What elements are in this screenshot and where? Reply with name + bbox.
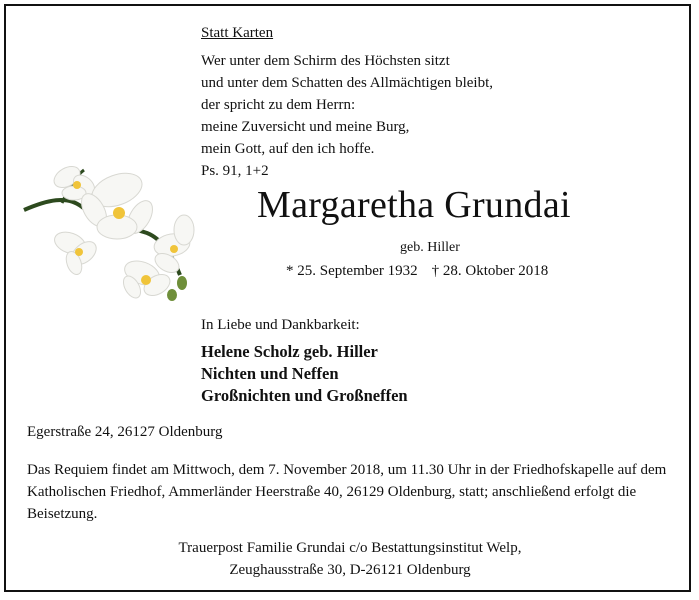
family-address: Egerstraße 24, 26127 Oldenburg [27, 424, 223, 440]
bible-verse [201, 50, 493, 182]
birth-date: * 25. September 1932 [286, 263, 418, 279]
death-date: † 28. Oktober 2018 [431, 263, 549, 279]
footer-line: Zeughausstraße 30, D-26121 Oldenburg [229, 562, 471, 578]
orchid-icon [22, 155, 202, 305]
deceased-name: Margaretha Grundai [257, 184, 571, 226]
footer-line: Trauerpost Familie Grundai c/o Bestattungsinstitut Welp, [178, 540, 522, 556]
verse-line: der spricht zu dem Herrn: [201, 97, 356, 113]
mourners-list [201, 341, 408, 407]
verse-line: und unter dem Schatten des Allmächtigen bleibt, [201, 75, 494, 91]
verse-line: meine Zuversicht und meine Burg, [201, 119, 410, 135]
mourner: Nichten und Neffen [201, 364, 339, 383]
verse-line: Wer unter dem Schirm des Höchsten sitzt [201, 53, 450, 69]
mourner: Helene Scholz geb. Hiller [201, 342, 378, 361]
maiden-name: geb. Hiller [400, 240, 460, 255]
mourner: Großnichten und Großneffen [201, 386, 408, 405]
statt-karten-heading: Statt Karten [201, 25, 274, 41]
verse-line: mein Gott, auf den ich hoffe. [201, 141, 375, 157]
funeral-home-footer [80, 537, 620, 581]
service-details: Das Requiem findet am Mittwoch, dem 7. November 2018, um 11.30 Uhr in der Friedhofskapelle auf dem Katholischen Friedhof, Ammerländer Heerstraße 40, 26129 Oldenburg, statt; anschließend erfolgt die Beisetzung. [27, 462, 667, 522]
mourners-intro: In Liebe und Dankbarkeit: [201, 317, 360, 333]
verse-reference: Ps. 91, 1+2 [201, 163, 269, 179]
life-dates [286, 263, 548, 280]
